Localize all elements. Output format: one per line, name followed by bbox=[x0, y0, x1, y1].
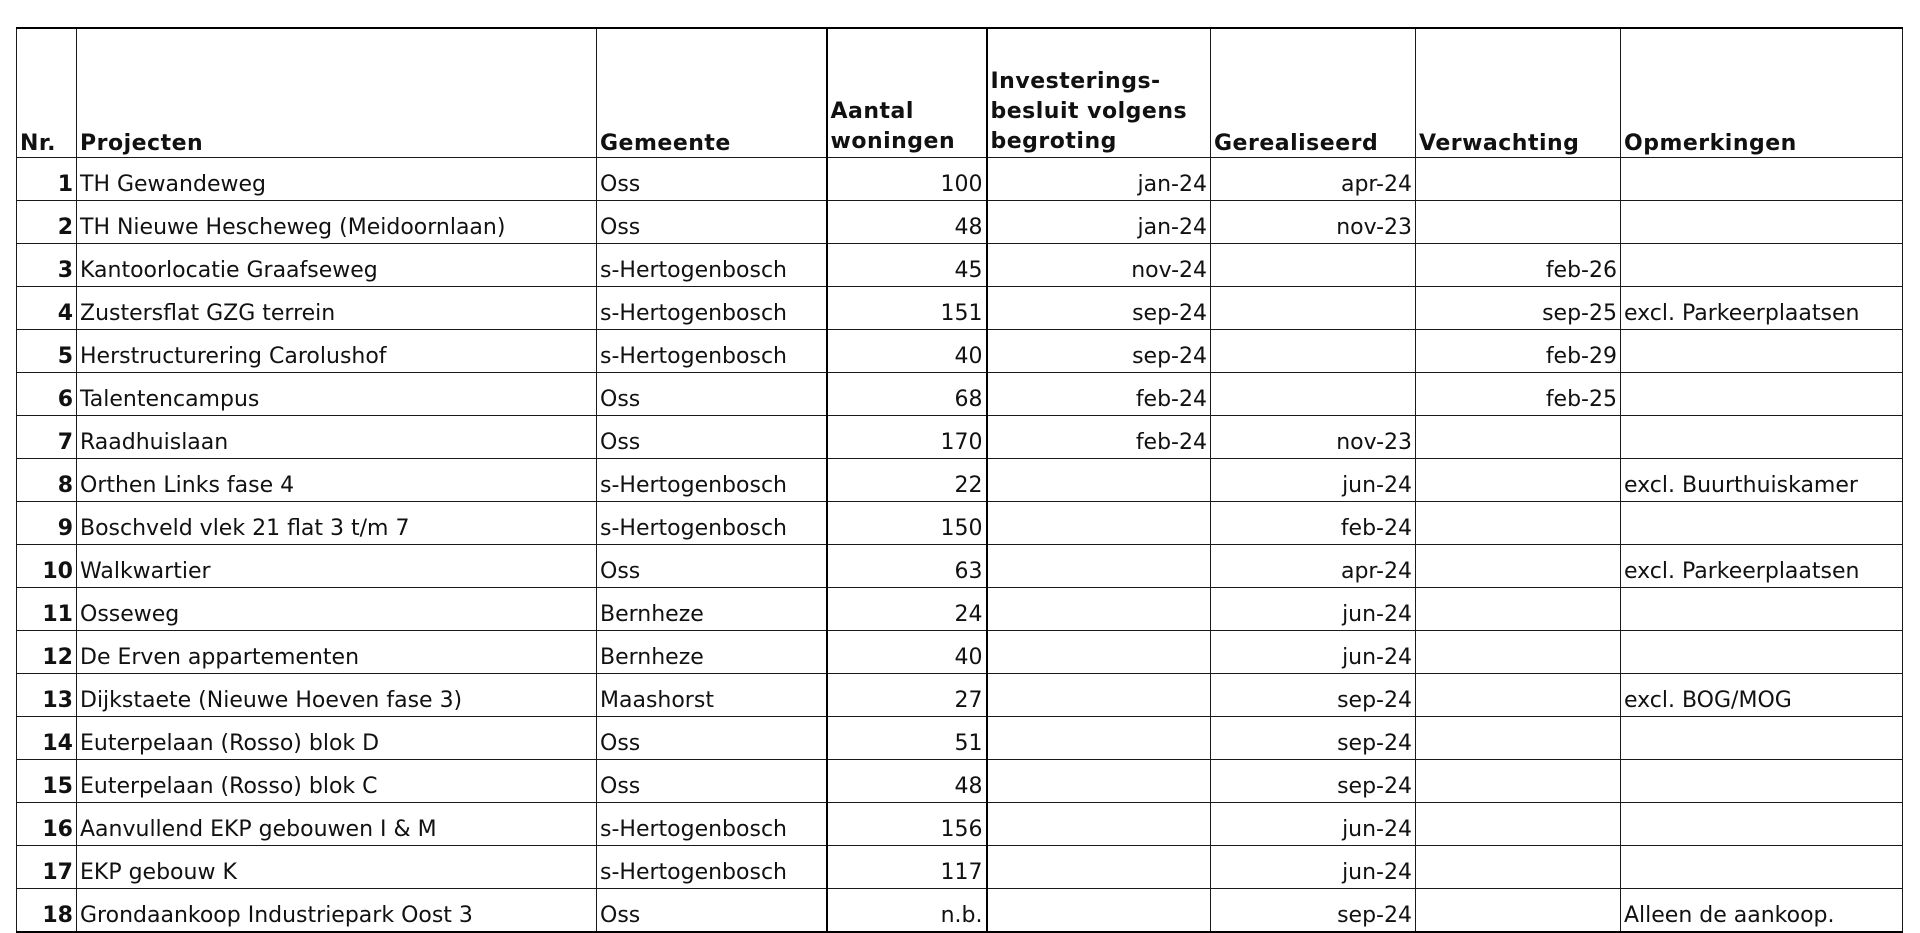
header-nr: Nr. bbox=[17, 28, 77, 158]
projects-table bbox=[16, 27, 1903, 933]
cell-aantal-woningen: 150 bbox=[827, 502, 987, 545]
cell-verwachting bbox=[1416, 846, 1621, 889]
cell-nr: 9 bbox=[17, 502, 77, 545]
cell-verwachting bbox=[1416, 803, 1621, 846]
table-row bbox=[17, 244, 1903, 287]
cell-nr: 2 bbox=[17, 201, 77, 244]
cell-gemeente: s-Hertogenbosch bbox=[597, 330, 827, 373]
cell-project: Orthen Links fase 4 bbox=[77, 459, 597, 502]
cell-aantal-woningen: 68 bbox=[827, 373, 987, 416]
cell-nr: 15 bbox=[17, 760, 77, 803]
cell-investeringsbesluit bbox=[987, 803, 1211, 846]
cell-opmerkingen bbox=[1621, 158, 1903, 201]
cell-gerealiseerd: apr-24 bbox=[1211, 158, 1416, 201]
table-row bbox=[17, 373, 1903, 416]
cell-gerealiseerd: sep-24 bbox=[1211, 717, 1416, 760]
cell-project: De Erven appartementen bbox=[77, 631, 597, 674]
cell-aantal-woningen: 100 bbox=[827, 158, 987, 201]
cell-opmerkingen: excl. Parkeerplaatsen bbox=[1621, 545, 1903, 588]
cell-gemeente: Oss bbox=[597, 416, 827, 459]
cell-gerealiseerd: jun-24 bbox=[1211, 803, 1416, 846]
cell-investeringsbesluit: jan-24 bbox=[987, 158, 1211, 201]
table-row bbox=[17, 545, 1903, 588]
cell-opmerkingen bbox=[1621, 846, 1903, 889]
cell-gemeente: s-Hertogenbosch bbox=[597, 287, 827, 330]
cell-verwachting bbox=[1416, 158, 1621, 201]
cell-gerealiseerd: sep-24 bbox=[1211, 889, 1416, 933]
cell-opmerkingen bbox=[1621, 588, 1903, 631]
cell-verwachting bbox=[1416, 545, 1621, 588]
cell-opmerkingen: excl. Parkeerplaatsen bbox=[1621, 287, 1903, 330]
cell-gemeente: Oss bbox=[597, 158, 827, 201]
cell-verwachting bbox=[1416, 889, 1621, 933]
cell-gerealiseerd: jun-24 bbox=[1211, 846, 1416, 889]
cell-gemeente: Oss bbox=[597, 201, 827, 244]
cell-gerealiseerd bbox=[1211, 287, 1416, 330]
cell-gemeente: s-Hertogenbosch bbox=[597, 803, 827, 846]
cell-opmerkingen bbox=[1621, 201, 1903, 244]
cell-verwachting bbox=[1416, 201, 1621, 244]
cell-gemeente: Oss bbox=[597, 889, 827, 933]
cell-gerealiseerd: feb-24 bbox=[1211, 502, 1416, 545]
cell-project: Grondaankoop Industriepark Oost 3 bbox=[77, 889, 597, 933]
cell-verwachting bbox=[1416, 588, 1621, 631]
cell-opmerkingen bbox=[1621, 502, 1903, 545]
cell-nr: 13 bbox=[17, 674, 77, 717]
cell-gemeente: s-Hertogenbosch bbox=[597, 502, 827, 545]
cell-gemeente: s-Hertogenbosch bbox=[597, 846, 827, 889]
cell-aantal-woningen: 117 bbox=[827, 846, 987, 889]
cell-investeringsbesluit bbox=[987, 846, 1211, 889]
cell-gerealiseerd: nov-23 bbox=[1211, 416, 1416, 459]
cell-project: Osseweg bbox=[77, 588, 597, 631]
table-row bbox=[17, 760, 1903, 803]
cell-opmerkingen bbox=[1621, 803, 1903, 846]
cell-investeringsbesluit bbox=[987, 459, 1211, 502]
cell-verwachting bbox=[1416, 459, 1621, 502]
cell-gerealiseerd: sep-24 bbox=[1211, 674, 1416, 717]
cell-gemeente: Maashorst bbox=[597, 674, 827, 717]
cell-aantal-woningen: 151 bbox=[827, 287, 987, 330]
cell-gerealiseerd: nov-23 bbox=[1211, 201, 1416, 244]
cell-gemeente: Bernheze bbox=[597, 631, 827, 674]
cell-opmerkingen: Alleen de aankoop. bbox=[1621, 889, 1903, 933]
table-body bbox=[17, 158, 1903, 933]
header-aantal-woningen-label: Aantal woningen bbox=[830, 99, 956, 154]
cell-gerealiseerd bbox=[1211, 244, 1416, 287]
cell-aantal-woningen: n.b. bbox=[827, 889, 987, 933]
table-row bbox=[17, 416, 1903, 459]
cell-nr: 16 bbox=[17, 803, 77, 846]
header-projecten: Projecten bbox=[77, 28, 597, 158]
cell-aantal-woningen: 40 bbox=[827, 330, 987, 373]
cell-opmerkingen: excl. BOG/MOG bbox=[1621, 674, 1903, 717]
cell-opmerkingen: excl. Buurthuiskamer bbox=[1621, 459, 1903, 502]
cell-aantal-woningen: 27 bbox=[827, 674, 987, 717]
cell-nr: 17 bbox=[17, 846, 77, 889]
cell-verwachting bbox=[1416, 674, 1621, 717]
cell-project: Kantoorlocatie Graafseweg bbox=[77, 244, 597, 287]
cell-gemeente: Oss bbox=[597, 717, 827, 760]
cell-gemeente: s-Hertogenbosch bbox=[597, 459, 827, 502]
cell-gemeente: s-Hertogenbosch bbox=[597, 244, 827, 287]
cell-gemeente: Oss bbox=[597, 373, 827, 416]
cell-investeringsbesluit bbox=[987, 502, 1211, 545]
table-row bbox=[17, 588, 1903, 631]
cell-investeringsbesluit bbox=[987, 545, 1211, 588]
cell-verwachting bbox=[1416, 502, 1621, 545]
cell-verwachting bbox=[1416, 717, 1621, 760]
header-investeringsbesluit bbox=[987, 28, 1211, 158]
cell-opmerkingen bbox=[1621, 244, 1903, 287]
cell-project: Euterpelaan (Rosso) blok C bbox=[77, 760, 597, 803]
cell-nr: 6 bbox=[17, 373, 77, 416]
cell-opmerkingen bbox=[1621, 631, 1903, 674]
cell-project: Dijkstaete (Nieuwe Hoeven fase 3) bbox=[77, 674, 597, 717]
cell-verwachting: feb-26 bbox=[1416, 244, 1621, 287]
cell-project: EKP gebouw K bbox=[77, 846, 597, 889]
cell-investeringsbesluit bbox=[987, 588, 1211, 631]
cell-project: Herstructurering Carolushof bbox=[77, 330, 597, 373]
header-opmerkingen: Opmerkingen bbox=[1621, 28, 1903, 158]
header-gemeente: Gemeente bbox=[597, 28, 827, 158]
table-row bbox=[17, 717, 1903, 760]
cell-verwachting: feb-29 bbox=[1416, 330, 1621, 373]
table-row bbox=[17, 631, 1903, 674]
cell-project: Aanvullend EKP gebouwen I & M bbox=[77, 803, 597, 846]
cell-verwachting bbox=[1416, 416, 1621, 459]
cell-nr: 14 bbox=[17, 717, 77, 760]
cell-investeringsbesluit: sep-24 bbox=[987, 287, 1211, 330]
table-row bbox=[17, 330, 1903, 373]
table-row bbox=[17, 889, 1903, 933]
cell-gemeente: Oss bbox=[597, 760, 827, 803]
cell-aantal-woningen: 45 bbox=[827, 244, 987, 287]
cell-investeringsbesluit: feb-24 bbox=[987, 416, 1211, 459]
cell-aantal-woningen: 63 bbox=[827, 545, 987, 588]
table-row bbox=[17, 846, 1903, 889]
cell-aantal-woningen: 48 bbox=[827, 201, 987, 244]
table-row bbox=[17, 158, 1903, 201]
cell-aantal-woningen: 40 bbox=[827, 631, 987, 674]
cell-investeringsbesluit bbox=[987, 760, 1211, 803]
cell-investeringsbesluit: nov-24 bbox=[987, 244, 1211, 287]
cell-project: Euterpelaan (Rosso) blok D bbox=[77, 717, 597, 760]
cell-nr: 4 bbox=[17, 287, 77, 330]
cell-project: Walkwartier bbox=[77, 545, 597, 588]
cell-gerealiseerd bbox=[1211, 330, 1416, 373]
cell-verwachting bbox=[1416, 760, 1621, 803]
cell-project: Talentencampus bbox=[77, 373, 597, 416]
cell-investeringsbesluit bbox=[987, 717, 1211, 760]
cell-project: Zustersflat GZG terrein bbox=[77, 287, 597, 330]
cell-project: Boschveld vlek 21 flat 3 t/m 7 bbox=[77, 502, 597, 545]
cell-gerealiseerd: jun-24 bbox=[1211, 631, 1416, 674]
table-row bbox=[17, 502, 1903, 545]
cell-aantal-woningen: 156 bbox=[827, 803, 987, 846]
table-row bbox=[17, 287, 1903, 330]
cell-project: Raadhuislaan bbox=[77, 416, 597, 459]
cell-nr: 12 bbox=[17, 631, 77, 674]
cell-aantal-woningen: 24 bbox=[827, 588, 987, 631]
cell-nr: 10 bbox=[17, 545, 77, 588]
header-verwachting: Verwachting bbox=[1416, 28, 1621, 158]
cell-investeringsbesluit: feb-24 bbox=[987, 373, 1211, 416]
cell-verwachting: feb-25 bbox=[1416, 373, 1621, 416]
cell-investeringsbesluit bbox=[987, 631, 1211, 674]
header-aantal-woningen bbox=[827, 28, 987, 158]
cell-project: TH Nieuwe Hescheweg (Meidoornlaan) bbox=[77, 201, 597, 244]
header-gerealiseerd: Gerealiseerd bbox=[1211, 28, 1416, 158]
cell-verwachting: sep-25 bbox=[1416, 287, 1621, 330]
cell-verwachting bbox=[1416, 631, 1621, 674]
cell-gemeente: Oss bbox=[597, 545, 827, 588]
cell-aantal-woningen: 170 bbox=[827, 416, 987, 459]
cell-opmerkingen bbox=[1621, 330, 1903, 373]
cell-nr: 3 bbox=[17, 244, 77, 287]
header-investeringsbesluit-label: Investerings-besluit volgens begroting bbox=[990, 69, 1188, 154]
cell-gerealiseerd: jun-24 bbox=[1211, 588, 1416, 631]
cell-opmerkingen bbox=[1621, 416, 1903, 459]
cell-gerealiseerd: apr-24 bbox=[1211, 545, 1416, 588]
cell-gemeente: Bernheze bbox=[597, 588, 827, 631]
cell-opmerkingen bbox=[1621, 717, 1903, 760]
cell-aantal-woningen: 22 bbox=[827, 459, 987, 502]
cell-investeringsbesluit: jan-24 bbox=[987, 201, 1211, 244]
cell-nr: 1 bbox=[17, 158, 77, 201]
cell-nr: 8 bbox=[17, 459, 77, 502]
header-row bbox=[17, 28, 1903, 158]
table-row bbox=[17, 459, 1903, 502]
cell-opmerkingen bbox=[1621, 760, 1903, 803]
cell-nr: 18 bbox=[17, 889, 77, 933]
table-row bbox=[17, 803, 1903, 846]
cell-project: TH Gewandeweg bbox=[77, 158, 597, 201]
cell-opmerkingen bbox=[1621, 373, 1903, 416]
table-row bbox=[17, 201, 1903, 244]
cell-gerealiseerd: jun-24 bbox=[1211, 459, 1416, 502]
cell-aantal-woningen: 51 bbox=[827, 717, 987, 760]
cell-nr: 11 bbox=[17, 588, 77, 631]
cell-investeringsbesluit bbox=[987, 674, 1211, 717]
cell-nr: 5 bbox=[17, 330, 77, 373]
cell-gerealiseerd bbox=[1211, 373, 1416, 416]
cell-investeringsbesluit: sep-24 bbox=[987, 330, 1211, 373]
table-row bbox=[17, 674, 1903, 717]
cell-aantal-woningen: 48 bbox=[827, 760, 987, 803]
cell-nr: 7 bbox=[17, 416, 77, 459]
cell-investeringsbesluit bbox=[987, 889, 1211, 933]
cell-gerealiseerd: sep-24 bbox=[1211, 760, 1416, 803]
